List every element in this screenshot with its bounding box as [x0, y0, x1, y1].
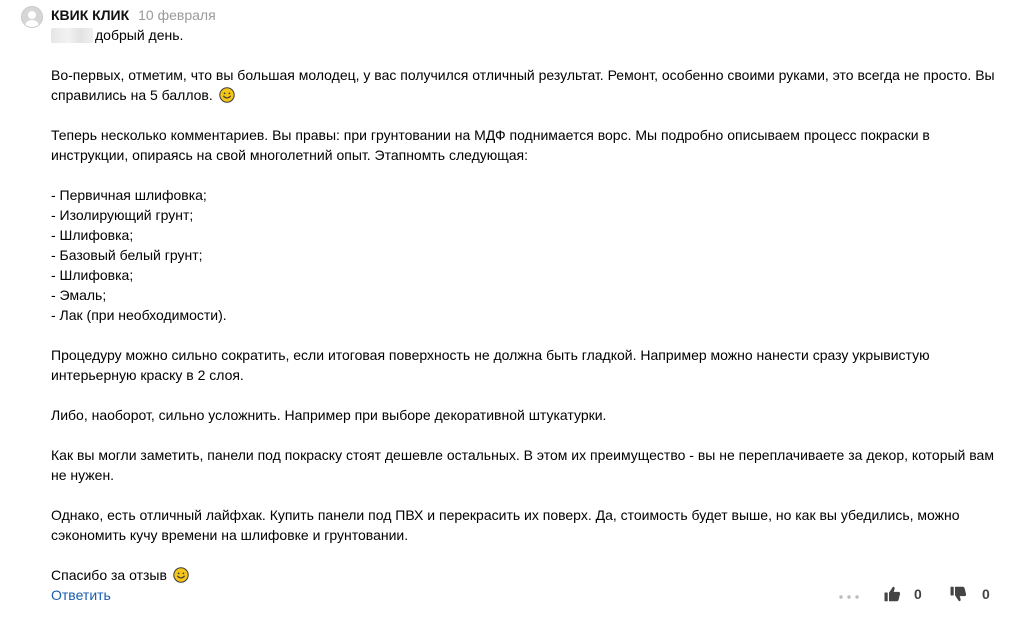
greeting-line	[51, 25, 183, 45]
paragraph	[51, 65, 996, 105]
avatar[interactable]	[21, 6, 43, 28]
list-item: - Шлифовка;	[51, 227, 134, 243]
paragraph: Процедуру можно сильно сократить, если итоговая поверхность не должна быть гладкой. Например можно нанести сразу укрывистую интерьерную краску в 2 слоя.	[51, 347, 930, 383]
like-button[interactable]	[884, 584, 922, 604]
smile-emoji-icon	[173, 567, 189, 583]
list-item: - Лак (при необходимости).	[51, 307, 227, 323]
paragraph: Как вы могли заметить, панели под покраску стоят дешевле остальных. В этом их преимущество - вы не переплачиваете за декор, который вам не нужен.	[51, 447, 994, 483]
comment-header	[51, 6, 216, 24]
more-dots-icon	[837, 592, 861, 602]
paragraph: Однако, есть отличный лайфхак. Купить панели под ПВХ и перекрасить их поверх. Да, стоимость будет выше, но как вы убедились, можно сэкономить кучу времени на шлифовке и грунтовании.	[51, 507, 960, 543]
thanks-text: Спасибо за отзыв	[51, 567, 167, 583]
smile-emoji-icon	[219, 87, 235, 103]
more-options-button[interactable]	[837, 589, 861, 599]
greeting-text: добрый день.	[95, 27, 184, 43]
comment-date: 10 февраля	[138, 7, 216, 23]
steps-list	[51, 185, 996, 325]
reply-link[interactable]: Ответить	[51, 587, 111, 603]
paragraph: Теперь несколько комментариев. Вы правы: при грунтовании на МДФ поднимается ворс. Мы подробно описываем процесс покраски в инструкции, опираясь на свой многолетний опыт. Этапномть следующая:	[51, 127, 930, 163]
thanks-line	[51, 565, 189, 585]
dislike-button[interactable]	[950, 584, 990, 604]
list-item: - Изолирующий грунт;	[51, 207, 194, 223]
thumbs-down-icon	[950, 586, 967, 602]
like-count: 0	[914, 586, 922, 602]
list-item: - Первичная шлифовка;	[51, 187, 207, 203]
dislike-count: 0	[982, 586, 990, 602]
paragraph-text: Во-первых, отметим, что вы большая молодец, у вас получился отличный результат. Ремонт, особенно своими руками, это всегда не просто. Вы справились на 5 баллов.	[51, 67, 995, 103]
list-item: - Эмаль;	[51, 287, 107, 303]
author-name[interactable]: КВИК КЛИК	[51, 7, 130, 23]
paragraph: Либо, наоборот, сильно усложнить. Например при выборе декоративной штукатурки.	[51, 407, 607, 423]
thumbs-up-icon	[884, 586, 901, 602]
redacted-name	[51, 28, 93, 43]
comment-body	[51, 65, 996, 565]
user-placeholder-icon	[22, 7, 42, 27]
list-item: - Базовый белый грунт;	[51, 247, 203, 263]
list-item: - Шлифовка;	[51, 267, 134, 283]
